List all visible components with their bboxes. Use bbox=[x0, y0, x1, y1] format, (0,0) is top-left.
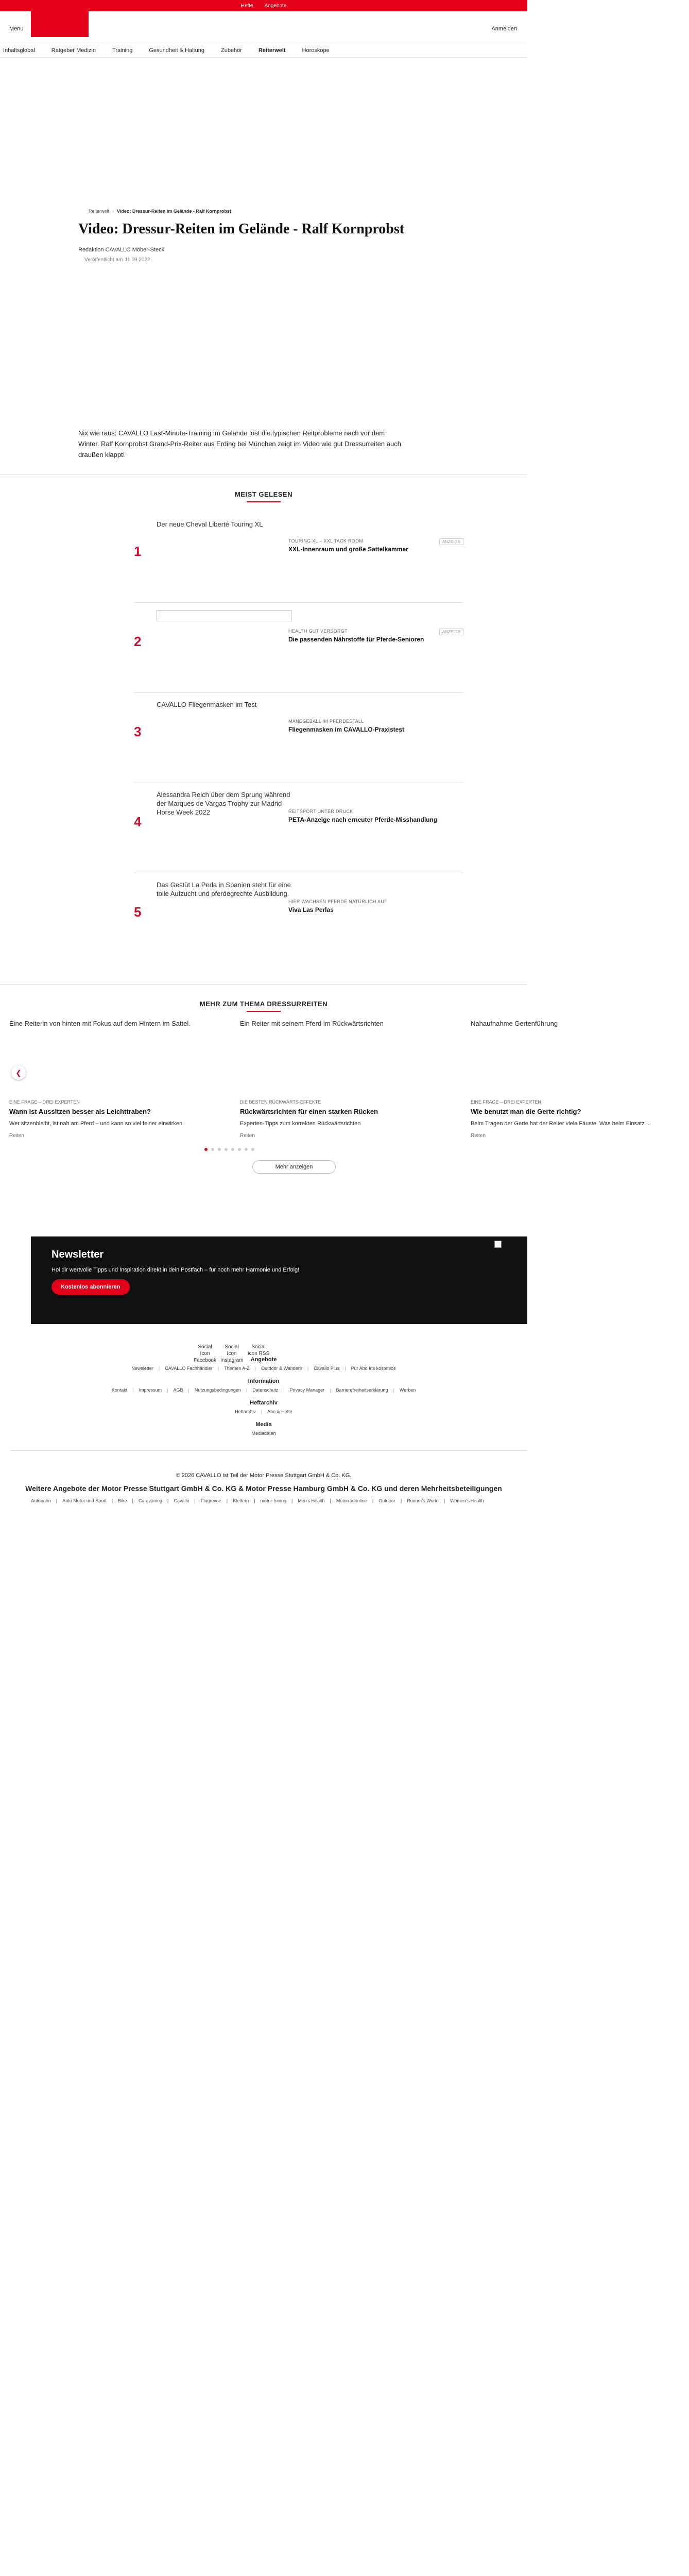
nav-item-training[interactable]: Training bbox=[112, 47, 133, 54]
article-teaser bbox=[288, 789, 443, 824]
footer-heading: Media bbox=[255, 1421, 272, 1428]
offer-link[interactable]: Bike bbox=[118, 1498, 127, 1503]
article-teaser bbox=[288, 699, 443, 734]
topbar-link-hefte[interactable]: Hefte bbox=[240, 3, 253, 9]
card-teaser: Experten-Tipps zum korrekten Rückwärtsrichten bbox=[240, 1121, 361, 1127]
newsletter-subscribe-button[interactable]: Kostenlos abonnieren bbox=[51, 1279, 130, 1295]
rank-number: 1 bbox=[134, 544, 142, 559]
link-separator: | bbox=[330, 1387, 331, 1393]
article-kicker: HIER WACHSEN PFERDE NATÜRLICH AUF bbox=[288, 899, 387, 904]
card-title: Wie benutzt man die Gerte richtig? bbox=[471, 1108, 581, 1115]
link-separator: | bbox=[400, 1498, 402, 1503]
offer-link[interactable]: Autobahn bbox=[31, 1498, 51, 1503]
rank-number: 3 bbox=[134, 724, 142, 739]
link-separator: | bbox=[111, 1498, 113, 1503]
video-player[interactable] bbox=[78, 263, 408, 428]
offers-link-row bbox=[0, 1498, 515, 1503]
instagram-icon[interactable]: Social Icon Instagram bbox=[220, 1344, 244, 1363]
footer-link[interactable]: Barrierefreiheitserklärung bbox=[336, 1387, 388, 1393]
footer-link[interactable]: Pur Abo Ins kostenlos bbox=[351, 1366, 396, 1371]
footer-heftarchiv bbox=[0, 1400, 527, 1414]
link-separator: | bbox=[330, 1498, 331, 1503]
card-title: Wann ist Aussitzen besser als Leichttraben? bbox=[9, 1108, 151, 1115]
footer-link[interactable]: Datenschutz bbox=[252, 1387, 279, 1393]
footer-heading: Heftarchiv bbox=[250, 1400, 278, 1406]
footer-heading: Angebote bbox=[250, 1357, 277, 1363]
article-title: PETA-Anzeige nach erneuter Pferde-Misshandlung bbox=[288, 816, 438, 823]
offer-link[interactable]: Klettern bbox=[233, 1498, 249, 1503]
newsletter-title: Newsletter bbox=[51, 1249, 104, 1260]
nav-item-zubehoer[interactable]: Zubehör bbox=[220, 47, 242, 54]
offer-link[interactable]: Caravaning bbox=[138, 1498, 162, 1503]
chevron-left-icon: ❮ bbox=[15, 1068, 22, 1077]
heading-underline bbox=[247, 501, 281, 502]
link-separator: | bbox=[158, 1366, 160, 1371]
card-teaser: Beim Tragen der Gerte hat der Reiter viele Fäuste. Was beim Einsatz ... bbox=[471, 1121, 651, 1127]
footer-divider bbox=[10, 1450, 527, 1451]
carousel-prev-button[interactable] bbox=[11, 1065, 26, 1080]
carousel-card[interactable] bbox=[240, 1019, 458, 1139]
newsletter-text: Hol dir wertvolle Tipps und Inspiration direkt in dein Postfach – für noch mehr Harmonie und Erfolg! bbox=[51, 1267, 300, 1273]
article bbox=[78, 207, 408, 460]
link-separator: | bbox=[167, 1387, 168, 1393]
link-separator: | bbox=[167, 1498, 169, 1503]
card-teaser: Wer sitzenbleibt, ist nah am Pferd – und kann so viel feiner einwirken. bbox=[9, 1121, 184, 1127]
footer-heading: Information bbox=[248, 1378, 280, 1384]
carousel-dot[interactable] bbox=[225, 1148, 228, 1151]
ad-badge: ANZEIGE bbox=[439, 538, 463, 545]
link-separator: | bbox=[393, 1387, 394, 1393]
rank-number: 5 bbox=[134, 904, 142, 920]
link-separator: | bbox=[246, 1387, 248, 1393]
date-value: 11.09.2022 bbox=[125, 257, 150, 263]
card-image: Ein Reiter mit seinem Pferd im Rückwärtsrichten bbox=[240, 1020, 384, 1027]
article-image: Das Gestüt La Perla in Spanien steht für eine tolle Aufzucht und pferdegrechte Ausbildung. bbox=[157, 881, 291, 897]
carousel-dots bbox=[0, 1148, 527, 1151]
footer-link[interactable]: Abo & Hefte bbox=[267, 1409, 292, 1414]
offer-link[interactable]: Runner's World bbox=[407, 1498, 439, 1503]
link-separator: | bbox=[261, 1409, 263, 1414]
site-logo[interactable] bbox=[31, 11, 89, 37]
carousel-dot[interactable] bbox=[204, 1148, 208, 1151]
carousel-dot[interactable] bbox=[211, 1148, 214, 1151]
link-separator: | bbox=[254, 1498, 255, 1503]
nav-item-inhaltsglobal[interactable]: Inhaltsglobal bbox=[3, 47, 35, 54]
footer-link[interactable]: Privacy Manager bbox=[289, 1387, 325, 1393]
breadcrumb-current: Video: Dressur-Reiten im Gelände - Ralf Kornprobst bbox=[117, 209, 231, 214]
newsletter-box bbox=[31, 1236, 527, 1324]
footer-information bbox=[0, 1378, 527, 1393]
ad-space bbox=[0, 58, 527, 207]
footer-link[interactable]: Werben bbox=[399, 1387, 416, 1393]
offer-link[interactable]: Women's Health bbox=[450, 1498, 484, 1503]
ad-badge: ANZEIGE bbox=[439, 629, 463, 635]
card-brand: Reiten bbox=[240, 1133, 255, 1139]
link-separator: | bbox=[344, 1366, 346, 1371]
card-brand: Reiten bbox=[471, 1133, 486, 1139]
offer-link[interactable]: Motorradonline bbox=[336, 1498, 367, 1503]
link-separator: | bbox=[283, 1387, 285, 1393]
topbar-link-angebote[interactable]: Angebote bbox=[264, 3, 287, 9]
most-read-title: MEIST GELESEN bbox=[235, 490, 292, 498]
footer-link-row bbox=[0, 1366, 527, 1371]
article-title: XXL-Innenraum und große Sattelkammer bbox=[288, 546, 408, 553]
footer-link[interactable]: Themen A-Z bbox=[224, 1366, 250, 1371]
offer-link[interactable]: motor-tuning bbox=[260, 1498, 286, 1503]
carousel-dot[interactable] bbox=[218, 1148, 221, 1151]
footer-link[interactable]: Newsletter bbox=[131, 1366, 153, 1371]
offer-link[interactable]: Outdoor bbox=[378, 1498, 395, 1503]
card-title: Rückwärtsrichten für einen starken Rücken bbox=[240, 1108, 378, 1115]
most-read-list bbox=[134, 513, 463, 963]
link-separator: | bbox=[194, 1498, 196, 1503]
article-image: Der neue Cheval Liberté Touring XL bbox=[157, 520, 263, 528]
footer-link[interactable]: Mediadaten bbox=[251, 1431, 276, 1436]
offer-link[interactable]: Auto Motor und Sport bbox=[62, 1498, 107, 1503]
nav-item-gesundheit-haltung[interactable]: Gesundheit & Haltung bbox=[149, 47, 204, 54]
breadcrumb-separator: › bbox=[112, 209, 114, 214]
nav-item-horoskope[interactable]: Horoskope bbox=[302, 47, 330, 54]
article-image: CAVALLO Fliegenmasken im Test bbox=[157, 701, 257, 708]
footer-link[interactable]: Cavallo Plus bbox=[314, 1366, 340, 1371]
article-teaser bbox=[288, 879, 443, 914]
image-placeholder bbox=[157, 610, 291, 621]
carousel-dot[interactable] bbox=[238, 1148, 241, 1151]
link-separator: | bbox=[226, 1498, 228, 1503]
menu-label: Menu bbox=[9, 26, 24, 32]
breadcrumb bbox=[89, 207, 408, 215]
article-kicker: MANEGEBALL IM PFERDESTALL bbox=[288, 719, 364, 724]
most-read-item[interactable] bbox=[134, 603, 463, 693]
link-separator: | bbox=[307, 1366, 309, 1371]
rank-number: 4 bbox=[134, 814, 142, 829]
carousel-card[interactable] bbox=[9, 1019, 228, 1139]
facebook-icon[interactable]: Social Icon Facebook bbox=[194, 1344, 216, 1363]
card-image: Nahaufnahme Gertenführung bbox=[471, 1020, 558, 1027]
link-separator: | bbox=[56, 1498, 58, 1503]
article-kicker: REITSPORT UNTER DRUCK bbox=[288, 809, 353, 814]
footer-link[interactable]: Outdoor & Wandern bbox=[261, 1366, 302, 1371]
footer-link-row bbox=[0, 1409, 527, 1414]
most-read-item[interactable] bbox=[134, 873, 463, 963]
article-intro: Nix wie raus: CAVALLO Last-Minute-Training im Gelände löst die typischen Reitprobleme nach vor dem Winter. Ralf Kornprobst Grand-Prix-Reiter aus Erding bei München zeigt im Video wie gut Dressurreiten auch draußen klappt! bbox=[78, 429, 401, 459]
site-header bbox=[0, 11, 527, 43]
footer-link[interactable]: Impressum bbox=[139, 1387, 162, 1393]
link-separator: | bbox=[372, 1498, 374, 1503]
related-carousel bbox=[0, 1019, 651, 1174]
article-teaser bbox=[288, 609, 443, 643]
rank-number: 2 bbox=[134, 634, 142, 649]
footer-link[interactable]: Nutzungsbedingungen bbox=[194, 1387, 241, 1393]
article-title: Viva Las Perlas bbox=[288, 906, 334, 913]
show-more-button[interactable]: Mehr anzeigen bbox=[252, 1160, 336, 1174]
top-strip bbox=[0, 0, 527, 11]
article-kicker: HEALTH GUT VERSORGT bbox=[288, 629, 348, 634]
date-label: Veröffentlicht am bbox=[84, 257, 123, 263]
card-kicker: EINE FRAGE – DREI EXPERTEN bbox=[9, 1099, 80, 1105]
link-separator: | bbox=[443, 1498, 445, 1503]
nav-item-ratgeber-medizin[interactable]: Ratgeber Medizin bbox=[51, 47, 96, 54]
footer-link[interactable]: Kontakt bbox=[111, 1387, 128, 1393]
article-image: Alessandra Reich über dem Sprung während der Marques de Vargas Trophy zur Madrid Horse Week 2022 bbox=[157, 791, 290, 816]
carousel-dot[interactable] bbox=[245, 1148, 248, 1151]
page-title: Video: Dressur-Reiten im Gelände - Ralf Kornprobst bbox=[78, 221, 405, 237]
footer-link-row bbox=[0, 1387, 527, 1393]
footer-link[interactable]: Heftarchiv bbox=[235, 1409, 256, 1414]
nav-item-reiterwelt[interactable]: Reiterwelt bbox=[258, 47, 286, 54]
most-read-item[interactable] bbox=[134, 513, 463, 603]
section-divider bbox=[0, 474, 527, 475]
related-heading bbox=[0, 1000, 527, 1012]
footer-link[interactable]: AGB bbox=[173, 1387, 183, 1393]
link-separator: | bbox=[291, 1498, 293, 1503]
link-separator: | bbox=[188, 1387, 190, 1393]
most-read-item[interactable] bbox=[134, 693, 463, 783]
related-title: MEHR ZUM THEMA DRESSURREITEN bbox=[199, 1000, 328, 1008]
article-image bbox=[157, 609, 291, 660]
carousel-card[interactable] bbox=[471, 1019, 689, 1139]
article-kicker: TOURING XL – XXL TACK ROOM bbox=[288, 538, 364, 544]
footer-link[interactable]: CAVALLO Fachhändler bbox=[165, 1366, 213, 1371]
card-image: Eine Reiterin von hinten mit Fokus auf dem Hintern im Sattel. bbox=[9, 1020, 191, 1027]
newsletter-image bbox=[494, 1241, 502, 1248]
article-teaser bbox=[288, 519, 443, 553]
offer-link[interactable]: Flugrevue bbox=[200, 1498, 221, 1503]
card-kicker: DIE BESTEN RÜCKWÄRTS-EFFEKTE bbox=[240, 1099, 321, 1105]
rss-icon[interactable]: Social Icon RSS bbox=[247, 1344, 270, 1357]
link-separator: | bbox=[254, 1366, 256, 1371]
offer-link[interactable]: Men's Health bbox=[298, 1498, 325, 1503]
login-button[interactable]: Anmelden bbox=[491, 26, 517, 32]
copyright: © 2026 CAVALLO ist Teil der Motor Presse Stuttgart GmbH & Co. KG. bbox=[176, 1472, 352, 1479]
footer bbox=[0, 1357, 527, 1436]
footer-media bbox=[0, 1421, 527, 1436]
article-title: Fliegenmasken im CAVALLO-Praxistest bbox=[288, 726, 404, 733]
section-divider bbox=[0, 984, 527, 985]
card-kicker: EINE FRAGE – DREI EXPERTEN bbox=[471, 1099, 541, 1105]
most-read-heading bbox=[0, 490, 527, 502]
more-offers-heading: Weitere Angebote der Motor Presse Stuttgart GmbH & Co. KG & Motor Presse Hamburg GmbH & Co. KG und deren Mehrheitsbeteiligungen bbox=[25, 1484, 502, 1493]
main-nav bbox=[0, 43, 527, 58]
article-title: Die passenden Nährstoffe für Pferde-Senioren bbox=[288, 636, 424, 643]
most-read-item[interactable] bbox=[134, 783, 463, 873]
article-date bbox=[84, 257, 408, 263]
card-brand: Reiten bbox=[9, 1133, 24, 1139]
offer-link[interactable]: Cavallo bbox=[174, 1498, 190, 1503]
link-separator: | bbox=[132, 1387, 134, 1393]
carousel-dot[interactable] bbox=[251, 1148, 254, 1151]
article-author: Redaktion CAVALLO Möber-Steck bbox=[78, 247, 165, 253]
menu-button[interactable] bbox=[9, 26, 24, 32]
link-separator: | bbox=[217, 1366, 219, 1371]
breadcrumb-item-reiterwelt[interactable]: Reiterwelt bbox=[89, 209, 110, 214]
heading-underline bbox=[247, 1011, 281, 1012]
footer-angebote bbox=[0, 1357, 527, 1371]
link-separator: | bbox=[132, 1498, 133, 1503]
carousel-dot[interactable] bbox=[231, 1148, 234, 1151]
footer-link-row bbox=[0, 1431, 527, 1436]
carousel-track bbox=[9, 1019, 651, 1139]
